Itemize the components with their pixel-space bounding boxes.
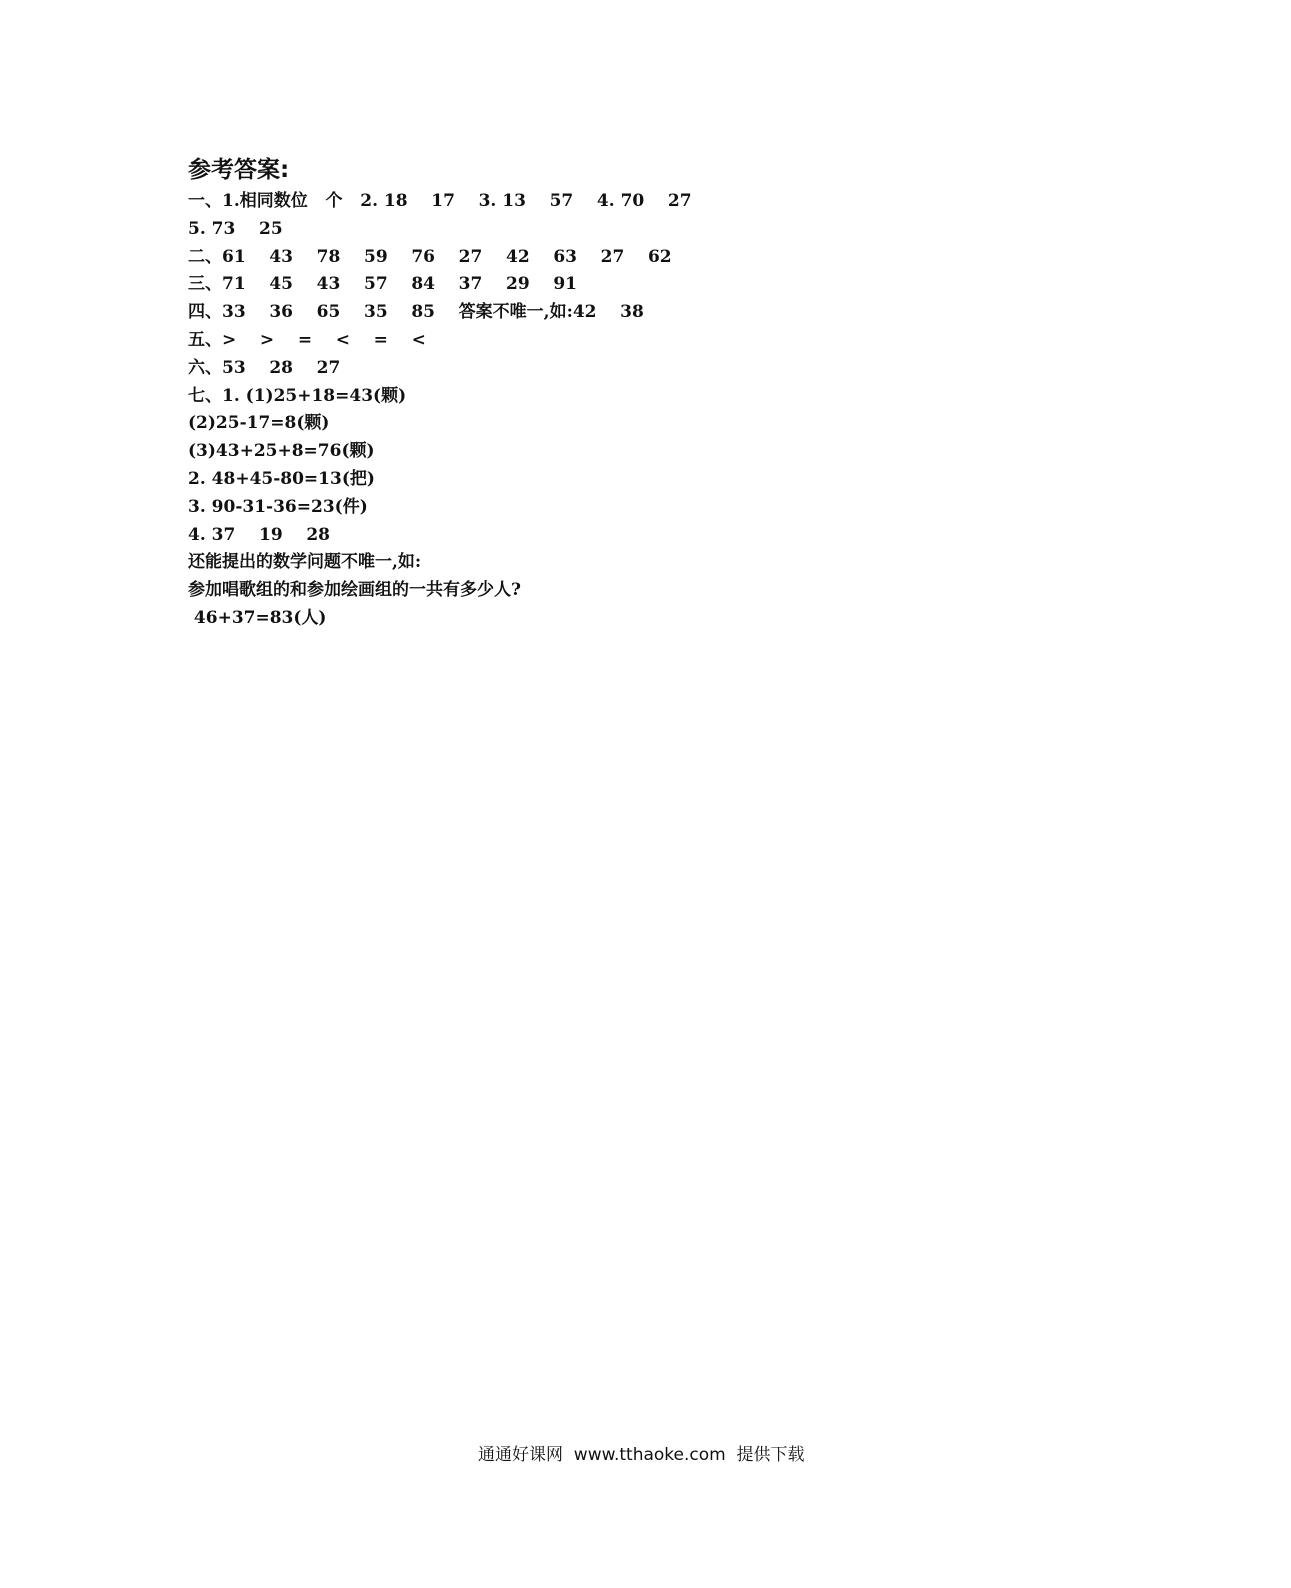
- answer-line-2: 5. 73 25: [188, 218, 283, 239]
- answer-line-9: (2)25-17=8(颗): [188, 413, 330, 434]
- footer-source-text: 通通好课网 www.tthaoke.com 提供下载: [478, 1445, 805, 1465]
- answer-line-1: 一、1.相同数位 个 2. 18 17 3. 13 57 4. 70 27: [188, 191, 692, 211]
- answer-line-10: (3)43+25+8=76(颗): [188, 441, 375, 462]
- answer-line-8: 七、1. (1)25+18=43(颗): [188, 385, 407, 406]
- answer-line-5: 四、33 36 65 35 85 答案不唯一,如:42 38: [188, 302, 644, 323]
- answer-line-15: 参加唱歌组的和参加绘画组的一共有多少人?: [188, 580, 521, 601]
- answer-line-4: 三、71 45 43 57 84 37 29 91: [188, 274, 577, 295]
- answer-key-title: 参考答案:: [188, 157, 290, 183]
- answer-line-13: 4. 37 19 28: [188, 524, 330, 545]
- answer-line-3: 二、61 43 78 59 76 27 42 63 27 62: [188, 246, 672, 267]
- answer-key: [188, 152, 888, 633]
- answer-line-14: 还能提出的数学问题不唯一,如:: [188, 552, 422, 573]
- answer-line-16: 46+37=83(人): [188, 607, 327, 628]
- answer-line-11: 2. 48+45-80=13(把): [188, 468, 375, 489]
- answer-line-6: 五、> > = < = <: [188, 329, 426, 350]
- answer-line-7: 六、53 28 27: [188, 357, 341, 378]
- answer-line-12: 3. 90-31-36=23(件): [188, 496, 368, 517]
